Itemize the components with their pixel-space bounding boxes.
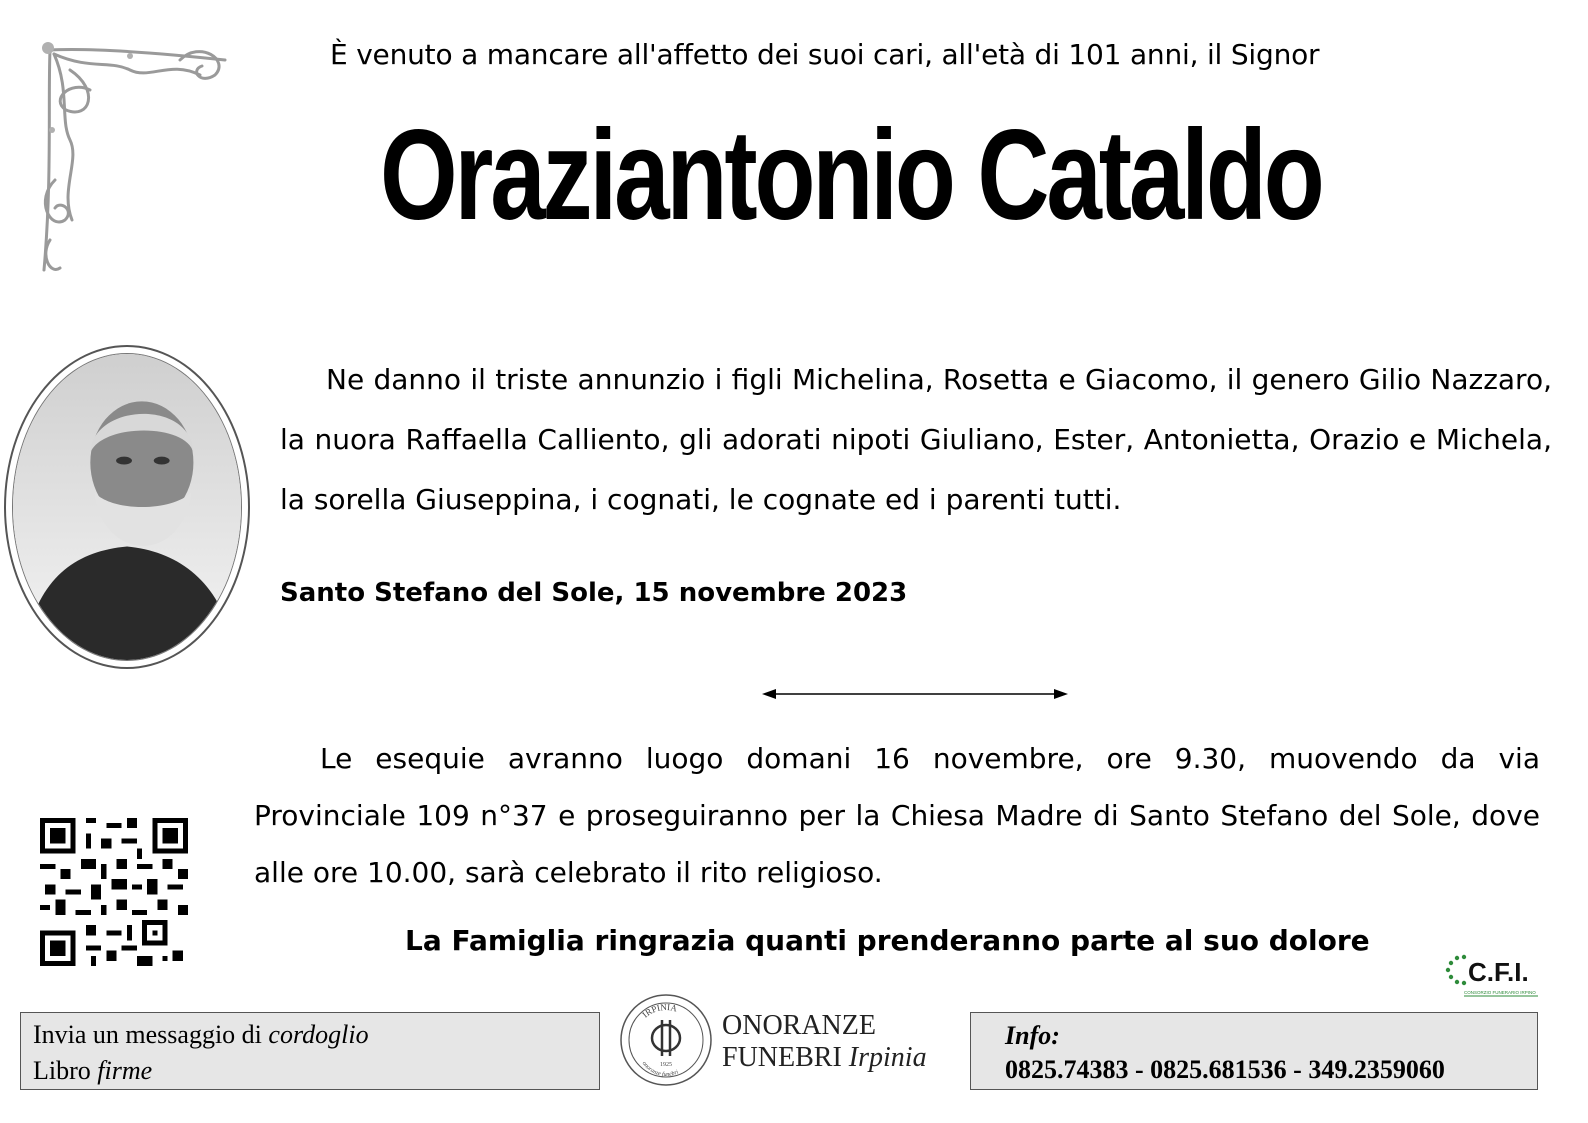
company-line1: ONORANZE [722, 1010, 876, 1041]
company-name [722, 1010, 927, 1074]
announcement-text: Ne danno il triste annunzio i figli Michelina, Rosetta e Giacomo, il genero Gilio Nazzaro, la nuora Raffaella Calliento, gli adorati nipoti Giuliano, Ester, Antonietta, Orazio e Michela, la sorella Giuseppina, i cognati, le cognate ed i parenti tutti. [280, 363, 1552, 516]
funeral-text: Le esequie avranno luogo domani 16 novembre, ore 9.30, muovendo da via Provinciale 109 n°37 e proseguiranno per la Chiesa Madre di Santo Stefano del Sole, dove alle ore 10.00, sarà celebrato il rito religioso. [254, 742, 1540, 889]
condolence-prefix: Invia un messaggio di [33, 1020, 262, 1049]
info-label: Info: [1005, 1021, 1060, 1050]
condolence-italic: cordoglio [268, 1020, 369, 1049]
seal-top-text: IRPINIA [640, 1001, 679, 1020]
double-arrow-icon [760, 684, 1070, 704]
book-link[interactable] [33, 1053, 152, 1089]
company-line2b: Irpinia [848, 1042, 927, 1073]
intro-text: È venuto a mancare all'affetto dei suoi cari, all'età di 101 anni, il Signor [330, 38, 1320, 71]
place-date: Santo Stefano del Sole, 15 novembre 2023 [280, 578, 908, 608]
thanks-text: La Famiglia ringrazia quanti prenderanno parte al suo dolore [405, 924, 1370, 957]
cfi-text: C.F.I. [1468, 957, 1529, 987]
seal-logo-icon [618, 992, 714, 1088]
cfi-subtitle: CONSORZIO FUNERARIO IRPINO [1464, 990, 1536, 995]
book-italic: firme [97, 1056, 153, 1085]
company-line2a: FUNEBRI [722, 1042, 842, 1073]
qr-code-icon[interactable] [40, 818, 188, 966]
corner-ornament-icon [30, 30, 240, 290]
info-box [970, 1012, 1538, 1090]
portrait-photo [12, 353, 242, 661]
seal-year: 1925 [660, 1062, 672, 1068]
condolence-box [20, 1012, 600, 1090]
cfi-logo [1442, 950, 1542, 998]
portrait-frame [4, 345, 250, 669]
phone-numbers[interactable]: 0825.74383 - 0825.681536 - 349.2359060 [1005, 1055, 1445, 1084]
condolence-link[interactable] [33, 1017, 369, 1053]
seal-bottom-text: onoranze funebri [640, 1060, 680, 1079]
deceased-name: Oraziantonio Cataldo [380, 104, 1322, 247]
book-prefix: Libro [33, 1056, 91, 1085]
